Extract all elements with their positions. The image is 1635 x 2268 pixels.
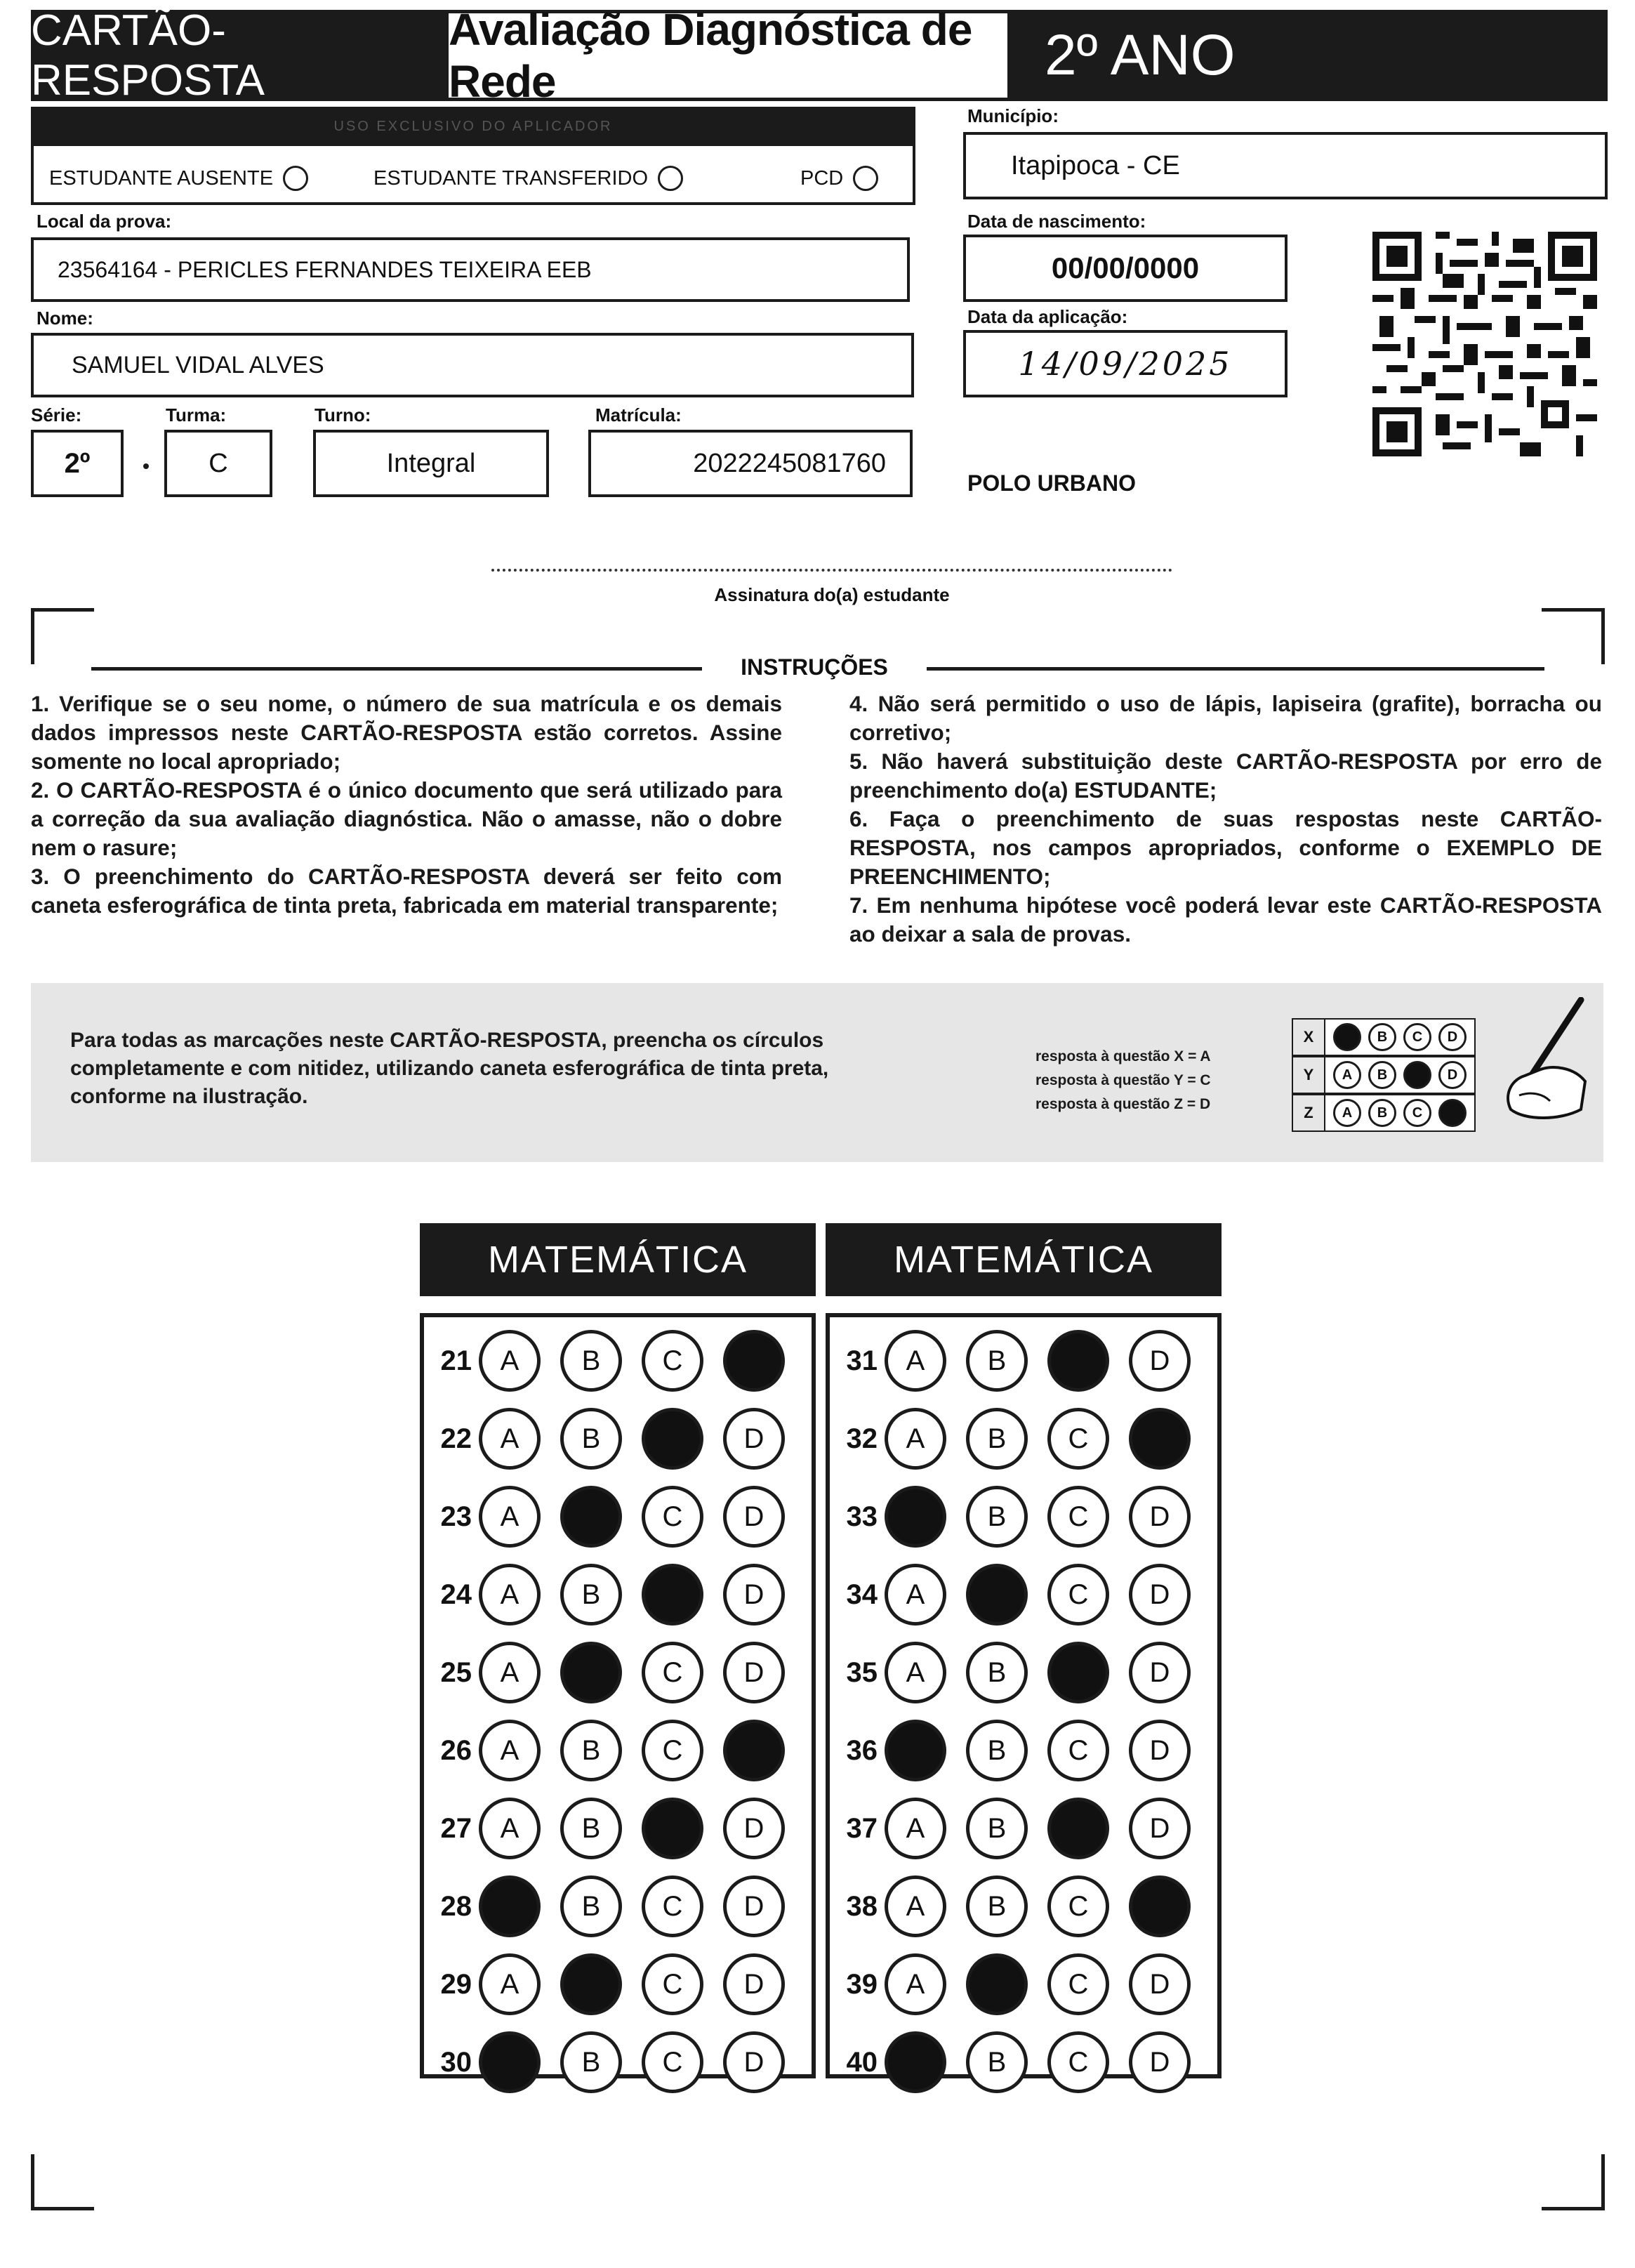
- answer-bubble-d[interactable]: [1129, 1875, 1191, 1937]
- answer-bubble-b[interactable]: B: [966, 1875, 1028, 1937]
- example-bubble-a: [1333, 1023, 1361, 1051]
- answer-bubble-a[interactable]: A: [479, 1798, 541, 1859]
- answer-bubble-d[interactable]: D: [1129, 1642, 1191, 1703]
- question-row: [830, 1956, 1210, 2012]
- question-row: [830, 1722, 1210, 1779]
- question-number: 36: [846, 1734, 878, 1766]
- question-number: 29: [440, 1968, 472, 2000]
- answer-bubble-a[interactable]: A: [885, 1642, 946, 1703]
- question-row: [424, 1411, 805, 1467]
- example-bubble-d: D: [1438, 1023, 1467, 1051]
- answer-bubble-a[interactable]: A: [479, 1953, 541, 2015]
- answer-bubble-c[interactable]: [642, 1408, 703, 1470]
- answer-bubble-a[interactable]: A: [479, 1486, 541, 1548]
- answer-bubble-b[interactable]: B: [560, 1330, 622, 1392]
- example-row-label: Z: [1292, 1094, 1325, 1132]
- question-row: [830, 1333, 1210, 1389]
- example-legend: [1035, 1045, 1211, 1116]
- answer-bubble-d[interactable]: D: [723, 1642, 785, 1703]
- aplicacao-field: [963, 330, 1288, 397]
- matricula-value: 2022245081760: [693, 448, 886, 478]
- example-bubble-d: [1438, 1099, 1467, 1127]
- answer-grid-2: [826, 1313, 1222, 2078]
- answer-bubble-d[interactable]: D: [1129, 1720, 1191, 1781]
- answer-bubble-d[interactable]: D: [723, 2031, 785, 2093]
- answer-bubble-b[interactable]: [966, 1564, 1028, 1626]
- question-number: 40: [846, 2046, 878, 2078]
- answer-bubble-a[interactable]: [885, 1720, 946, 1781]
- instructions-right: [849, 690, 1602, 949]
- instructions-rule-left: [91, 667, 702, 671]
- qr-code-icon: [1372, 232, 1597, 456]
- question-row: [424, 1956, 805, 2012]
- question-row: [830, 1800, 1210, 1857]
- question-row: [424, 1333, 805, 1389]
- pcd-label: PCD: [800, 166, 844, 190]
- answer-bubble-b[interactable]: B: [966, 1720, 1028, 1781]
- question-row: [830, 1567, 1210, 1623]
- answer-bubble-b[interactable]: B: [560, 1798, 622, 1859]
- answer-bubble-b[interactable]: B: [560, 1408, 622, 1470]
- answer-bubble-a[interactable]: [885, 2031, 946, 2093]
- question-number: 21: [440, 1345, 472, 1376]
- municipio-field: [963, 132, 1608, 199]
- question-number: 38: [846, 1890, 878, 1922]
- turno-field: [313, 430, 549, 497]
- writing-hand-icon: [1483, 997, 1588, 1123]
- answer-bubble-b[interactable]: [966, 1953, 1028, 2015]
- question-number: 22: [440, 1423, 472, 1454]
- answer-bubble-b[interactable]: [560, 1486, 622, 1548]
- question-row: [424, 1722, 805, 1779]
- answer-bubble-b[interactable]: B: [560, 2031, 622, 2093]
- example-legend-item: resposta à questão X = A: [1035, 1048, 1211, 1064]
- question-number: 26: [440, 1734, 472, 1766]
- answer-bubble-d[interactable]: D: [723, 1875, 785, 1937]
- question-row: [424, 1878, 805, 1934]
- answer-bubble-b[interactable]: B: [560, 1564, 622, 1626]
- answer-bubble-a[interactable]: A: [479, 1564, 541, 1626]
- serie-field: [31, 430, 124, 497]
- transferred-option[interactable]: [373, 166, 683, 191]
- instruction-item: 2. O CARTÃO-RESPOSTA é o único documento que será utilizado para a correção da sua avaliação diagnóstica. Não o amasse, não o dobre nem o rasure;: [31, 777, 782, 860]
- answer-bubble-d[interactable]: D: [723, 1408, 785, 1470]
- example-bubble-b: B: [1368, 1099, 1396, 1127]
- example-bubbles: [1325, 1018, 1476, 1056]
- answer-bubble-c[interactable]: [642, 1798, 703, 1859]
- answer-bubble-d[interactable]: D: [723, 1798, 785, 1859]
- answer-bubble-c[interactable]: [1047, 1798, 1109, 1859]
- instructions-title: INSTRUÇÕES: [741, 654, 888, 680]
- answer-bubble-c[interactable]: C: [1047, 1875, 1109, 1937]
- question-row: [424, 1567, 805, 1623]
- instruction-item: 4. Não será permitido o uso de lápis, lapiseira (grafite), borracha ou corretivo;: [849, 691, 1602, 745]
- answer-bubble-c[interactable]: C: [1047, 2031, 1109, 2093]
- polo-label: POLO URBANO: [967, 470, 1136, 496]
- question-number: 34: [846, 1578, 878, 1610]
- instruction-item: 6. Faça o preenchimento de suas respostas neste CARTÃO-RESPOSTA, nos campos apropriados, conforme o EXEMPLO DE PREENCHIMENTO;: [849, 806, 1602, 889]
- answer-bubble-a[interactable]: A: [479, 1720, 541, 1781]
- example-row-label: Y: [1292, 1056, 1325, 1094]
- turma-field: [164, 430, 272, 497]
- answer-bubble-a[interactable]: A: [885, 1564, 946, 1626]
- answer-bubble-c[interactable]: [1047, 1330, 1109, 1392]
- question-number: 28: [440, 1890, 472, 1922]
- answer-bubble-c[interactable]: C: [1047, 1486, 1109, 1548]
- absent-option[interactable]: [49, 166, 308, 191]
- example-bubble-b: B: [1368, 1061, 1396, 1089]
- example-row: [1292, 1018, 1476, 1056]
- corner-mark-bottom-right: [1542, 2154, 1605, 2210]
- applicator-bar: USO EXCLUSIVO DO APLICADOR: [31, 107, 915, 146]
- example-bubble-c: C: [1403, 1023, 1431, 1051]
- header-card-title: CARTÃO-RESPOSTA: [31, 10, 445, 101]
- answer-bubble-d[interactable]: [723, 1720, 785, 1781]
- answer-bubble-d[interactable]: D: [1129, 2031, 1191, 2093]
- answer-grid-1: [420, 1313, 816, 2078]
- question-number: 39: [846, 1968, 878, 2000]
- answer-bubble-c[interactable]: C: [642, 1330, 703, 1392]
- header-exam-title: Avaliação Diagnóstica de Rede: [445, 10, 1011, 101]
- answer-bubble-b[interactable]: B: [560, 1875, 622, 1937]
- example-bubbles: [1325, 1056, 1476, 1094]
- question-row: [424, 2034, 805, 2090]
- answer-bubble-d[interactable]: D: [723, 1486, 785, 1548]
- answer-bubble-a[interactable]: [479, 1875, 541, 1937]
- section-title-2: MATEMÁTICA: [826, 1223, 1222, 1296]
- answer-bubble-d[interactable]: D: [1129, 1330, 1191, 1392]
- question-row: [830, 1878, 1210, 1934]
- answer-bubble-b[interactable]: B: [966, 1642, 1028, 1703]
- municipio-value: Itapipoca - CE: [1011, 150, 1180, 180]
- absent-label: ESTUDANTE AUSENTE: [49, 166, 274, 190]
- instruction-item: 1. Verifique se o seu nome, o número de sua matrícula e os demais dados impressos neste CARTÃO-RESPOSTA estão corretos. Assine somente no local apropriado;: [31, 691, 782, 774]
- answer-bubble-a[interactable]: A: [885, 1330, 946, 1392]
- answer-bubble-c[interactable]: C: [642, 1720, 703, 1781]
- absent-radio[interactable]: [283, 166, 308, 191]
- aplicacao-label: Data da aplicação:: [967, 306, 1128, 327]
- local-value: 23564164 - PERICLES FERNANDES TEIXEIRA EEB: [58, 256, 592, 282]
- answer-bubble-d[interactable]: D: [723, 1564, 785, 1626]
- answer-bubble-b[interactable]: B: [966, 2031, 1028, 2093]
- local-label: Local da prova:: [37, 211, 172, 232]
- example-bubble-a: A: [1333, 1061, 1361, 1089]
- answer-bubble-c[interactable]: C: [1047, 1720, 1109, 1781]
- question-row: [830, 2034, 1210, 2090]
- turno-value: Integral: [386, 448, 476, 478]
- question-number: 37: [846, 1812, 878, 1844]
- transferred-radio[interactable]: [658, 166, 683, 191]
- nascimento-value: 00/00/0000: [1051, 251, 1200, 284]
- nome-field: [31, 333, 914, 397]
- nome-value: SAMUEL VIDAL ALVES: [72, 351, 324, 378]
- example-bubble-c: [1403, 1061, 1431, 1089]
- corner-mark-top-right: [1542, 608, 1605, 664]
- corner-mark-bottom-left: [31, 2154, 94, 2210]
- example-bubble-b: B: [1368, 1023, 1396, 1051]
- answer-bubble-b[interactable]: [560, 1953, 622, 2015]
- transferred-label: ESTUDANTE TRANSFERIDO: [373, 166, 649, 190]
- answer-bubble-b[interactable]: B: [966, 1330, 1028, 1392]
- question-row: [830, 1489, 1210, 1545]
- answer-bubble-a[interactable]: A: [885, 1953, 946, 2015]
- answer-bubble-c[interactable]: [642, 1564, 703, 1626]
- answer-bubble-c[interactable]: [1047, 1642, 1109, 1703]
- question-number: 35: [846, 1656, 878, 1688]
- pcd-option[interactable]: [800, 166, 878, 191]
- answer-bubble-d[interactable]: D: [1129, 1486, 1191, 1548]
- answer-bubble-a[interactable]: [479, 2031, 541, 2093]
- nome-label: Nome:: [37, 308, 93, 329]
- question-row: [830, 1411, 1210, 1467]
- answer-bubble-d[interactable]: [723, 1330, 785, 1392]
- serie-label: Série:: [31, 404, 82, 426]
- question-row: [424, 1644, 805, 1701]
- answer-bubble-c[interactable]: C: [642, 1642, 703, 1703]
- nascimento-field: [963, 235, 1288, 302]
- answer-bubble-d[interactable]: D: [1129, 1953, 1191, 2015]
- example-bubble-d: D: [1438, 1061, 1467, 1089]
- signature-line: [491, 569, 1172, 572]
- answer-bubble-d[interactable]: [1129, 1408, 1191, 1470]
- turma-value: C: [208, 448, 228, 478]
- aplicacao-value: 14/09/2025: [1018, 345, 1233, 383]
- answer-bubble-c[interactable]: C: [1047, 1408, 1109, 1470]
- signature-label: Assinatura do(a) estudante: [714, 584, 950, 605]
- question-number: 23: [440, 1501, 472, 1532]
- matricula-field: [588, 430, 913, 497]
- serie-value: 2º: [64, 447, 91, 479]
- answer-bubble-d[interactable]: D: [723, 1953, 785, 2015]
- instruction-item: 7. Em nenhuma hipótese você poderá levar este CARTÃO-RESPOSTA ao deixar a sala de provas.: [849, 892, 1602, 947]
- answer-bubble-b[interactable]: [560, 1642, 622, 1703]
- instruction-item: 3. O preenchimento do CARTÃO-RESPOSTA deverá ser feito com caneta esferográfica de tinta preta, fabricada em material transparente;: [31, 864, 782, 918]
- example-legend-item: resposta à questão Z = D: [1035, 1096, 1211, 1112]
- turno-label: Turno:: [315, 404, 371, 426]
- answer-bubble-a[interactable]: A: [885, 1798, 946, 1859]
- answer-bubble-d[interactable]: D: [1129, 1798, 1191, 1859]
- section-title-1: MATEMÁTICA: [420, 1223, 816, 1296]
- answer-bubble-c[interactable]: C: [642, 2031, 703, 2093]
- nascimento-label: Data de nascimento:: [967, 211, 1146, 232]
- answer-bubble-d[interactable]: D: [1129, 1564, 1191, 1626]
- question-number: 25: [440, 1656, 472, 1688]
- question-number: 30: [440, 2046, 472, 2078]
- answer-bubble-a[interactable]: A: [479, 1330, 541, 1392]
- question-number: 24: [440, 1578, 472, 1610]
- instruction-item: 5. Não haverá substituição deste CARTÃO-RESPOSTA por erro de preenchimento do(a) ESTUDANTE;: [849, 749, 1602, 803]
- municipio-label: Município:: [967, 105, 1059, 126]
- example-row: [1292, 1094, 1476, 1132]
- question-number: 33: [846, 1501, 878, 1532]
- matricula-label: Matrícula:: [595, 404, 682, 426]
- example-grid: [1292, 1018, 1476, 1132]
- question-row: [424, 1800, 805, 1857]
- example-bubbles: [1325, 1094, 1476, 1132]
- separator-dot: [143, 463, 149, 469]
- answer-bubble-a[interactable]: A: [479, 1408, 541, 1470]
- example-legend-item: resposta à questão Y = C: [1035, 1072, 1211, 1088]
- example-bubble-a: A: [1333, 1099, 1361, 1127]
- answer-bubble-b[interactable]: B: [560, 1720, 622, 1781]
- answer-bubble-c[interactable]: C: [1047, 1564, 1109, 1626]
- question-number: 32: [846, 1423, 878, 1454]
- answer-bubble-a[interactable]: [885, 1486, 946, 1548]
- answer-bubble-c[interactable]: C: [642, 1953, 703, 2015]
- instructions-rule-right: [927, 667, 1544, 671]
- answer-bubble-a[interactable]: A: [885, 1875, 946, 1937]
- question-number: 27: [440, 1812, 472, 1844]
- answer-bubble-a[interactable]: A: [479, 1642, 541, 1703]
- pcd-radio[interactable]: [853, 166, 878, 191]
- local-field: [31, 237, 910, 302]
- question-number: 31: [846, 1345, 878, 1376]
- answer-bubble-a[interactable]: A: [885, 1408, 946, 1470]
- answer-bubble-b[interactable]: B: [966, 1486, 1028, 1548]
- answer-bubble-b[interactable]: B: [966, 1798, 1028, 1859]
- answer-bubble-c[interactable]: C: [642, 1486, 703, 1548]
- example-text: Para todas as marcações neste CARTÃO-RESPOSTA, preencha os círculos completamente e com nitidez, utilizando caneta esferográfica de tinta preta, conforme na ilustração.: [70, 1029, 829, 1108]
- corner-mark-top-left: [31, 608, 94, 664]
- example-row: [1292, 1056, 1476, 1094]
- answer-bubble-b[interactable]: B: [966, 1408, 1028, 1470]
- instructions-left: [31, 690, 782, 920]
- question-row: [830, 1644, 1210, 1701]
- example-row-label: X: [1292, 1018, 1325, 1056]
- answer-bubble-c[interactable]: C: [1047, 1953, 1109, 2015]
- turma-label: Turma:: [166, 404, 227, 426]
- header-grade: 2º ANO: [1011, 10, 1608, 101]
- question-row: [424, 1489, 805, 1545]
- answer-bubble-c[interactable]: C: [642, 1875, 703, 1937]
- example-bubble-c: C: [1403, 1099, 1431, 1127]
